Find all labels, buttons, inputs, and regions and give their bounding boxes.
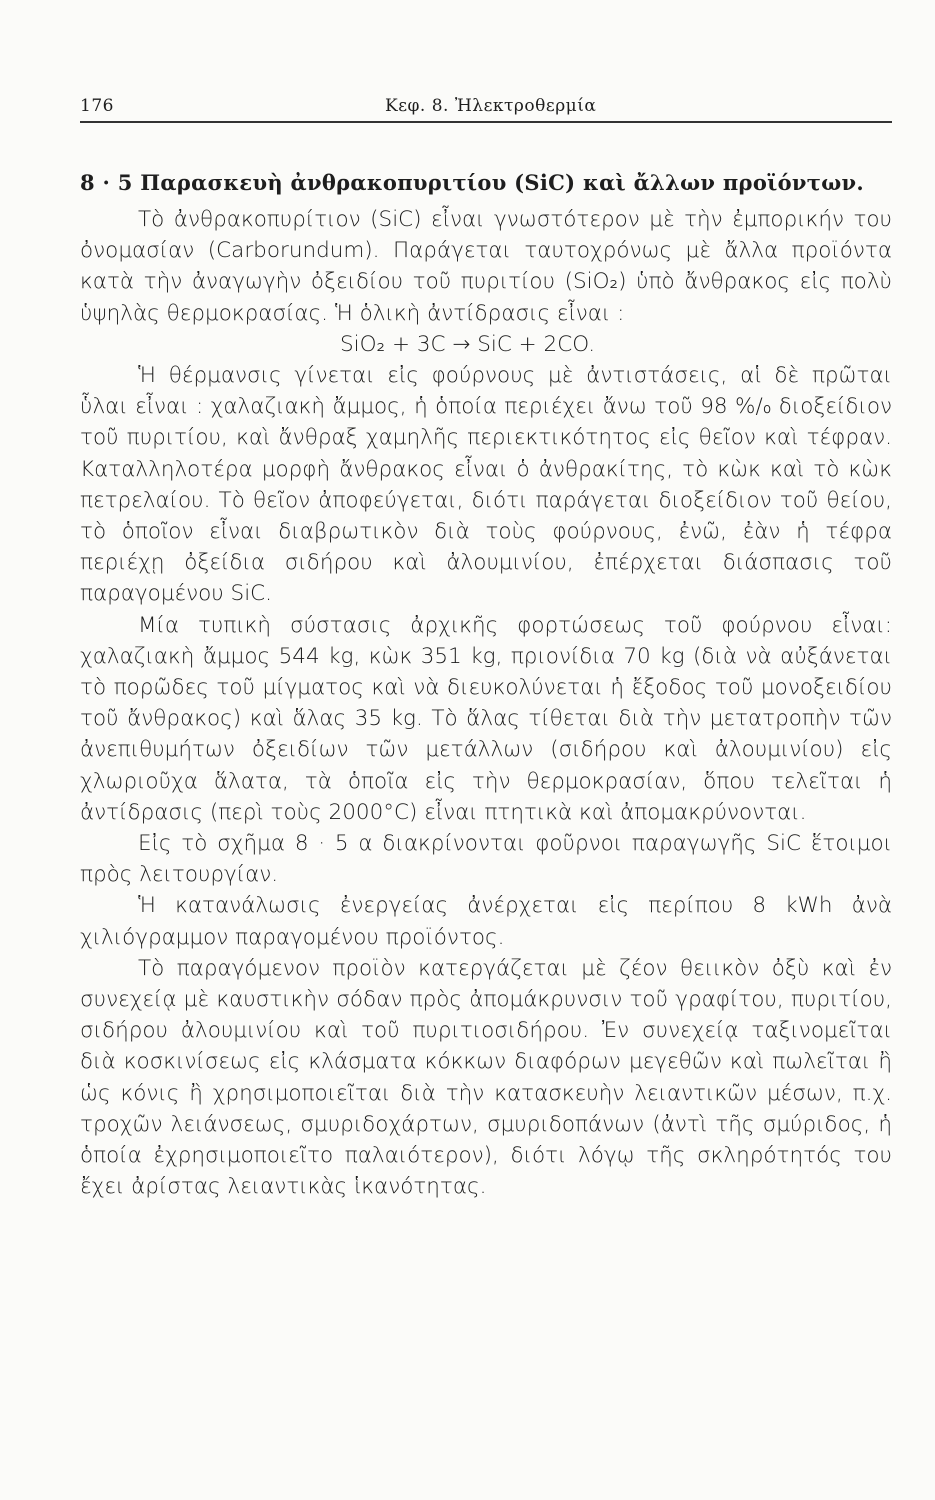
paragraph: Μία τυπικὴ σύστασις ἀρχικῆς φορτώσεως τοῦ φούρνου εἶναι: χαλαζιακὴ ἄμμος 544 kg, κὼκ 351 kg, πριονίδια 70 kg (διὰ νὰ αὐξάνεται τὸ πορῶδες τοῦ μίγματος καὶ νὰ διευκολύνεται ἡ ἔξοδος τοῦ μονοξειδίου τοῦ ἄνθρακος) καὶ ἅλας 35 kg. Τὸ ἅλας τίθεται διὰ τὴν μετατροπὴν τῶν ἀνεπιθυμήτων ὀξειδίων τῶν μετάλλων (σιδήρου καὶ ἀλουμινίου) εἰς χλωριοῦχα ἅλατα, τὰ ὁποῖα εἰς τὴν θερμοκρασίαν, ὅπου τελεῖται ἡ ἀντίδρασις (περὶ τοὺς 2000°C) εἶναι πτητικὰ καὶ ἀπομακρύνονται. [80,612,892,825]
paragraph: Ἡ θέρμανσις γίνεται εἰς φούρνους μὲ ἀντιστάσεις, αἱ δὲ πρῶται ὗλαι εἶναι : χαλαζιακὴ ἄμμος, ἡ ὁποία περιέχει ἄνω τοῦ 98 %/₀ διοξείδιον τοῦ πυριτίου, καὶ ἄνθραξ χαμηλῆς περιεκτικότητος εἰς θεῖον καὶ τέφραν. Καταλληλοτέρα μορφὴ ἄνθρακος εἶναι ὁ ἀνθρακίτης, τὸ κὼκ καὶ τὸ κὼκ πετρελαίου. Τὸ θεῖον ἀποφεύγεται, διότι παράγεται διοξείδιον τοῦ θείου, τὸ ὁποῖον εἶναι διαβρωτικὸν διὰ τοὺς φούρνους, ἐνῶ, ἐὰν ἡ τέφρα περιέχῃ ὀξείδια σιδήρου καὶ ἀλουμινίου, ἐπέρχεται διάσπασις τοῦ παραγομένου SiC. [80,363,892,607]
section-title: 8 · 5 Παρασκευὴ ἀνθρακοπυριτίου (SiC) καὶ ἄλλων προϊόντων. [80,170,864,195]
running-head: Κεφ. 8. Ἠλεκτροθερμία [385,96,597,116]
paragraph: Τὸ ἀνθρακοπυρίτιον (SiC) εἶναι γνωστότερον μὲ τὴν ἐμπορικήν του ὀνομασίαν (Carborundum). Παράγεται ταυτοχρόνως μὲ ἄλλα προϊόντα κατὰ τὴν ἀναγωγὴν ὀξειδίου τοῦ πυριτίου (SiO₂) ὑπὸ ἄνθρακος εἰς πολὺ ὑψηλὰς θερμοκρασίας. Ἡ ὁλικὴ ἀντίδρασις εἶναι : [80,207,892,326]
paragraph: Τὸ παραγόμενον προϊὸν κατεργάζεται μὲ ζέον θειικὸν ὀξὺ καὶ ἐν συνεχείᾳ μὲ καυστικὴν σόδαν πρὸς ἀπομάκρυνσιν τοῦ γραφίτου, πυριτίου, σιδήρου ἀλουμινίου καὶ τοῦ πυριτιοσιδήρου. Ἐν συνεχείᾳ ταξινομεῖται διὰ κοσκινίσεως εἰς κλάσματα κόκκων διαφόρων μεγεθῶν καὶ πωλεῖται ἢ ὡς κόνις ἢ χρησιμοποιεῖται διὰ τὴν κατασκευὴν λειαντικῶν μέσων, π.χ. τροχῶν λειάνσεως, σμυριδοχάρτων, σμυριδοπάνων (ἀντὶ τῆς σμύριδος, ἡ ὁποία ἐχρησιμοποιεῖτο παλαιότερον), διότι λόγῳ τῆς σκληρότητός του ἔχει ἀρίστας λειαντικὰς ἱκανότητας. [80,955,892,1200]
reaction-equation: SiO₂ + 3C → SiC + 2CO. [340,331,596,357]
paragraph: Ἡ κατανάλωσις ἐνεργείας ἀνέρχεται εἰς περίπου 8 kWh ἀνὰ χιλιόγραμμον παραγομένου προϊόντος. [80,893,892,950]
paragraph: Εἰς τὸ σχῆμα 8 · 5 α διακρίνονται φοῦρνοι παραγωγῆς SiC ἕτοιμοι πρὸς λειτουργίαν. [80,831,892,888]
header-rule [80,121,892,123]
page-header [80,96,890,120]
body-text [80,204,892,1203]
page-number: 176 [80,96,114,116]
